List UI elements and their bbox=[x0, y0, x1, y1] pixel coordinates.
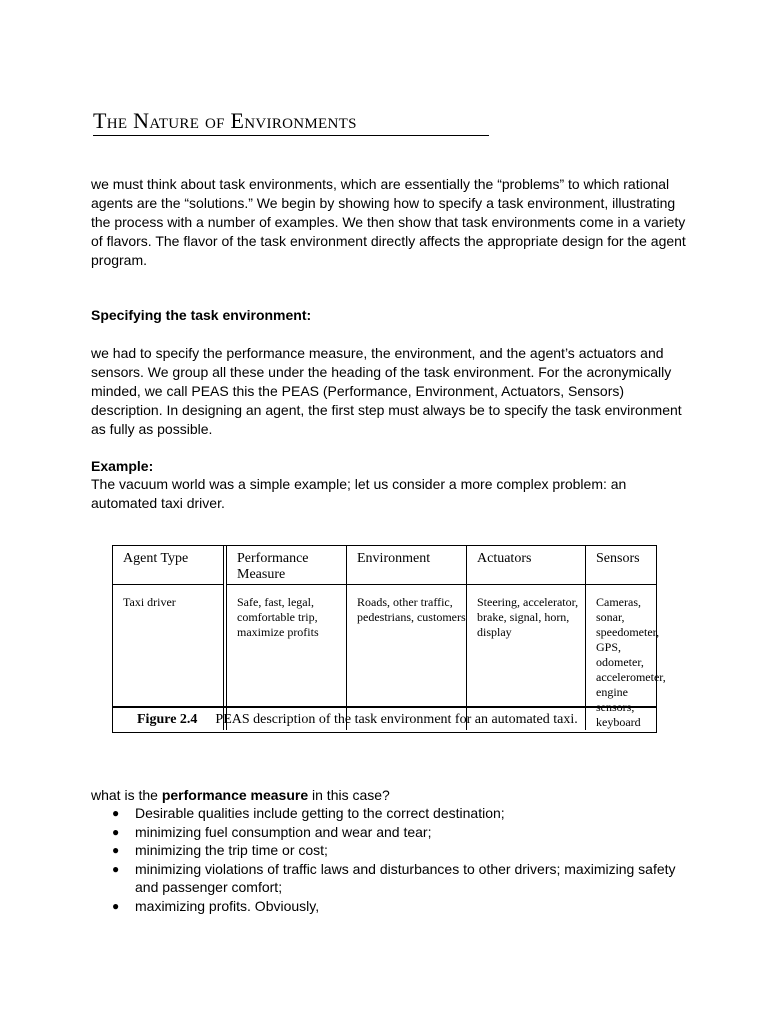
list-item bbox=[110, 860, 690, 897]
cell-sensors: Cameras, sonar, speedometer, GPS, odometer, accelerometer, engine sensors, keyboard bbox=[596, 595, 666, 729]
cell-performance-measure: Safe, fast, legal, comfortable trip, maximize profits bbox=[225, 585, 347, 731]
question-before: what is the bbox=[91, 787, 162, 803]
list-item bbox=[110, 823, 690, 842]
header-environment: Environment bbox=[347, 546, 467, 585]
section-heading: Specifying the task environment: bbox=[91, 307, 312, 323]
bullet-icon: ● bbox=[112, 806, 120, 820]
question-line bbox=[91, 786, 390, 804]
intro-paragraph: we must think about task environments, which are essentially the “problems” to which rational agents are the “solutions.” We begin by showing how to specify a task environment, illustrating the process with a number of examples. We then show that task environments come in a variety of flavors. The flavor of the task environment directly affects the appropriate design for the agent program. bbox=[91, 176, 686, 268]
bullet-icon: ● bbox=[112, 824, 120, 839]
figure-caption-text: PEAS description of the task environment for an automated taxi. bbox=[215, 712, 578, 727]
header-sensors: Sensors bbox=[586, 546, 657, 585]
list-item-text: maximizing profits. Obviously, bbox=[135, 897, 320, 914]
list-item bbox=[110, 897, 690, 916]
list-item-text: minimizing violations of traffic laws and disturbances to other drivers; maximizing safety and passenger comfort; bbox=[135, 860, 676, 896]
list-item-text: minimizing fuel consumption and wear and tear; bbox=[135, 823, 432, 840]
example-paragraph: The vacuum world was a simple example; let us consider a more complex problem: an automated taxi driver. bbox=[91, 476, 627, 511]
bullet-icon: ● bbox=[112, 843, 120, 858]
figure-caption bbox=[113, 706, 656, 732]
list-item-text: Desirable qualities include getting to the correct destination; bbox=[135, 805, 505, 821]
cell-agent-type: Taxi driver bbox=[113, 585, 225, 731]
bullet-icon: ● bbox=[112, 898, 120, 913]
peas-figure bbox=[112, 545, 666, 733]
header-agent-type: Agent Type bbox=[113, 546, 225, 585]
list-item-text: minimizing the trip time or cost; bbox=[135, 842, 328, 859]
table-header-row bbox=[113, 546, 656, 585]
example-label: Example: bbox=[91, 458, 154, 474]
header-performance-measure: Performance Measure bbox=[225, 546, 347, 585]
list-item bbox=[110, 804, 690, 823]
figure-number: Figure 2.4 bbox=[137, 712, 198, 727]
peas-table bbox=[113, 546, 666, 730]
bullet-list bbox=[110, 804, 690, 916]
header-actuators: Actuators bbox=[467, 546, 586, 585]
question-after: in this case? bbox=[308, 787, 390, 803]
list-item bbox=[110, 841, 690, 860]
bullet-icon: ● bbox=[112, 861, 120, 876]
section-paragraph: we had to specify the performance measure, the environment, and the agent’s actuators and sensors. We group all these under the heading of the task environment. For the acronymically minded, we call PEAS this the PEAS (Performance, Environment, Actuators, Sensors) description. In designing an agent, the first step must always be to specify the task environment as fully as possible. bbox=[91, 345, 682, 437]
question-bold-term: performance measure bbox=[161, 787, 309, 803]
page-title: The Nature of Environments bbox=[93, 108, 489, 136]
cell-actuators: Steering, accelerator, brake, signal, horn, display bbox=[467, 585, 586, 731]
cell-environment: Roads, other traffic, pedestrians, customers bbox=[347, 585, 467, 731]
